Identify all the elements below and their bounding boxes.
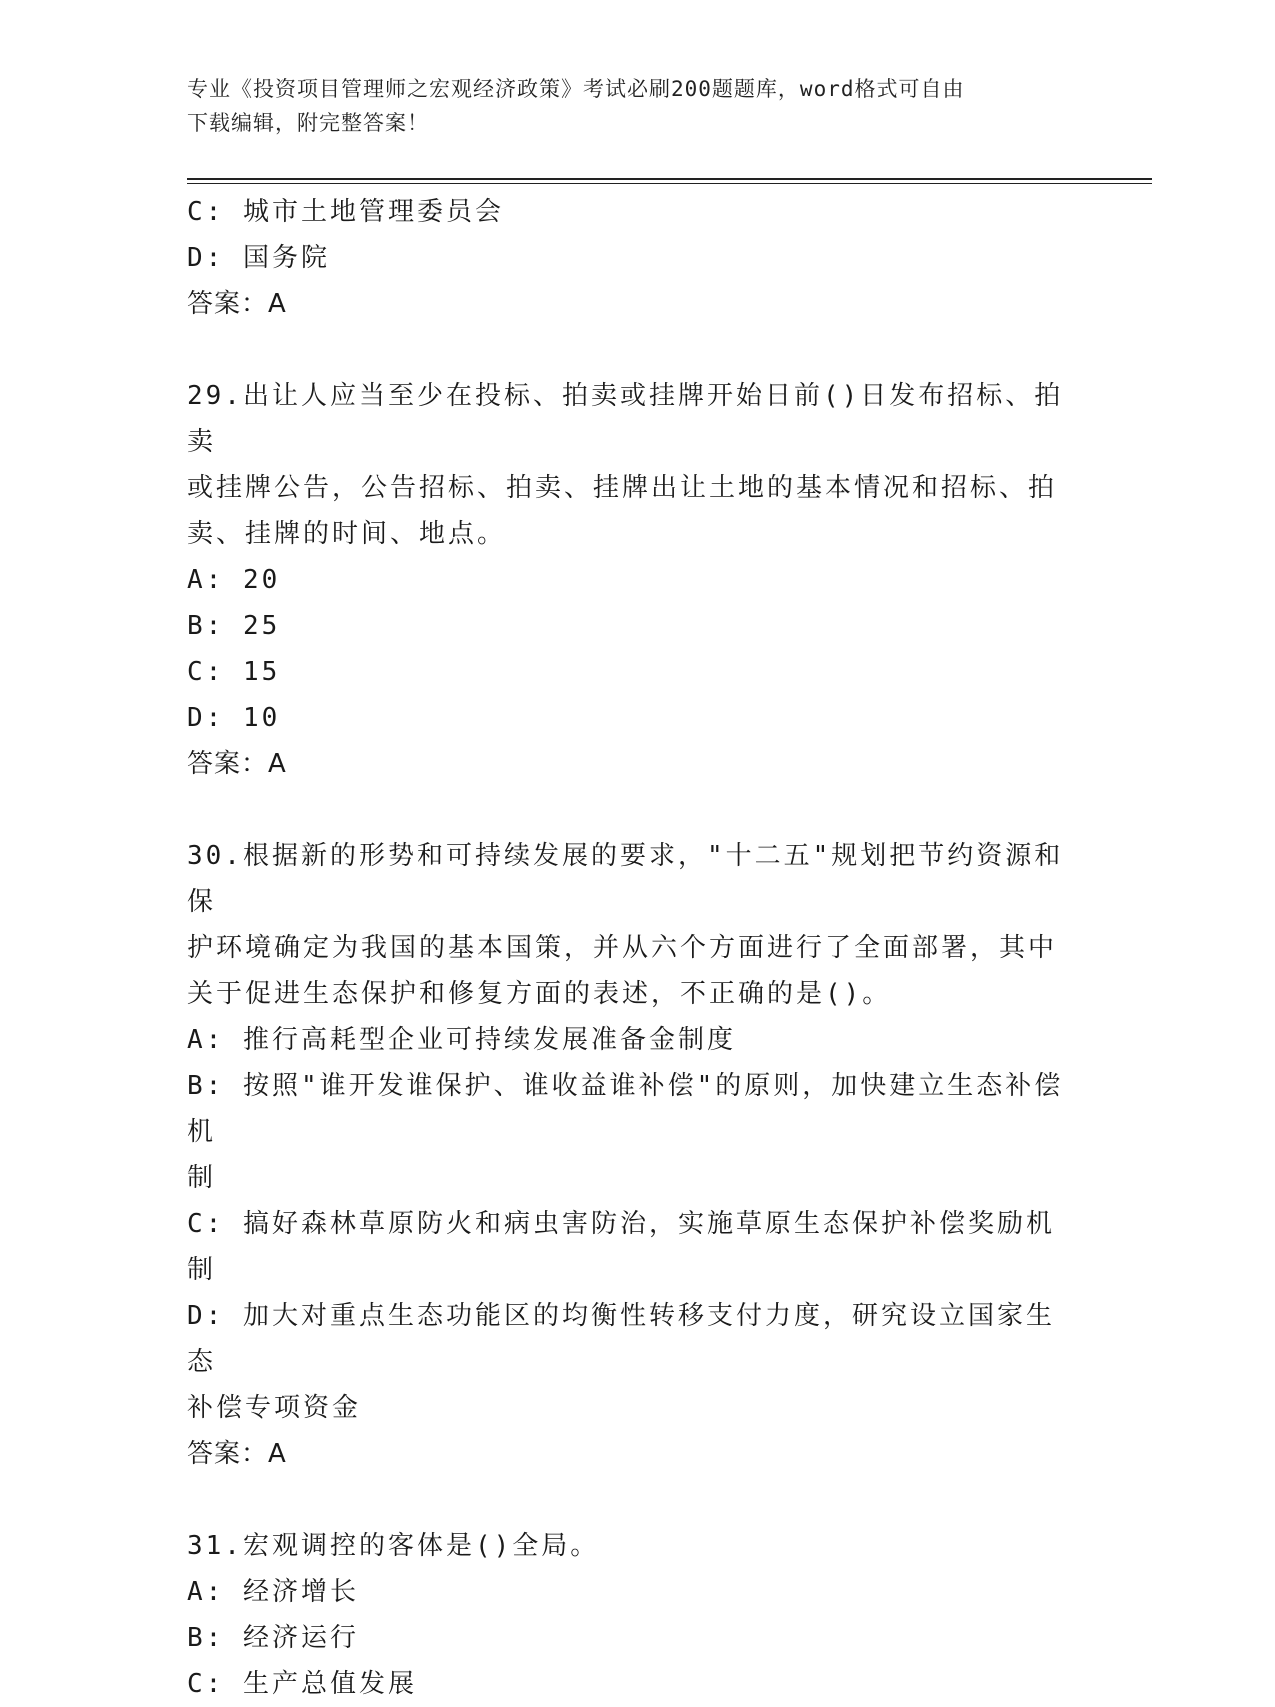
option-a: A: 经济增长: [187, 1577, 359, 1607]
answer-line: 答案：A: [187, 1439, 287, 1469]
question-29: [187, 373, 1077, 787]
question-text-line: 29.出让人应当至少在投标、拍卖或挂牌开始日前()日发布招标、拍卖: [187, 381, 1064, 457]
option-c: C: 15: [187, 657, 281, 687]
question-30: [187, 833, 1077, 1477]
option-d-continued: 补偿专项资金: [187, 1393, 362, 1423]
spacer: [187, 1477, 1077, 1523]
header-line-1: 专业《投资项目管理师之宏观经济政策》考试必刷200题题库，word格式可自由: [187, 77, 965, 101]
option-b: B: 经济运行: [187, 1623, 359, 1653]
answer-line: 答案：A: [187, 749, 287, 779]
option-d: D: 10: [187, 703, 281, 733]
document-header: [187, 72, 1067, 140]
question-text-line: 卖、挂牌的时间、地点。: [187, 519, 507, 549]
option-d: D: 国务院: [187, 243, 330, 273]
option-a: A: 20: [187, 565, 281, 595]
question-text-line: 或挂牌公告，公告招标、拍卖、挂牌出让土地的基本情况和招标、拍: [187, 473, 1058, 503]
document-body: [187, 189, 1077, 1707]
option-c: C: 生产总值发展: [187, 1669, 417, 1699]
question-text-line: 护环境确定为我国的基本国策，并从六个方面进行了全面部署，其中: [187, 933, 1058, 963]
question-fragment: [187, 189, 1077, 327]
spacer: [187, 327, 1077, 373]
answer-line: 答案：A: [187, 289, 287, 319]
option-b-continued: 制: [187, 1163, 217, 1193]
question-text-line: 30.根据新的形势和可持续发展的要求，"十二五"规划把节约资源和保: [187, 841, 1064, 917]
option-a: A: 推行高耗型企业可持续发展准备金制度: [187, 1025, 736, 1055]
question-text-line: 关于促进生态保护和修复方面的表述，不正确的是()。: [187, 979, 892, 1009]
header-rule-thin: [187, 183, 1152, 184]
option-b: B: 按照"谁开发谁保护、谁收益谁补偿"的原则，加快建立生态补偿机: [187, 1071, 1064, 1147]
header-rule-thick: [187, 178, 1152, 180]
spacer: [187, 787, 1077, 833]
option-c: C: 城市土地管理委员会: [187, 197, 504, 227]
option-b: B: 25: [187, 611, 281, 641]
question-text-line: 31.宏观调控的客体是()全局。: [187, 1531, 600, 1561]
header-line-2: 下载编辑，附完整答案！: [187, 111, 429, 135]
question-31: [187, 1523, 1077, 1707]
option-c: C: 搞好森林草原防火和病虫害防治，实施草原生态保护补偿奖励机制: [187, 1209, 1055, 1285]
option-d: D: 加大对重点生态功能区的均衡性转移支付力度，研究设立国家生态: [187, 1301, 1055, 1377]
